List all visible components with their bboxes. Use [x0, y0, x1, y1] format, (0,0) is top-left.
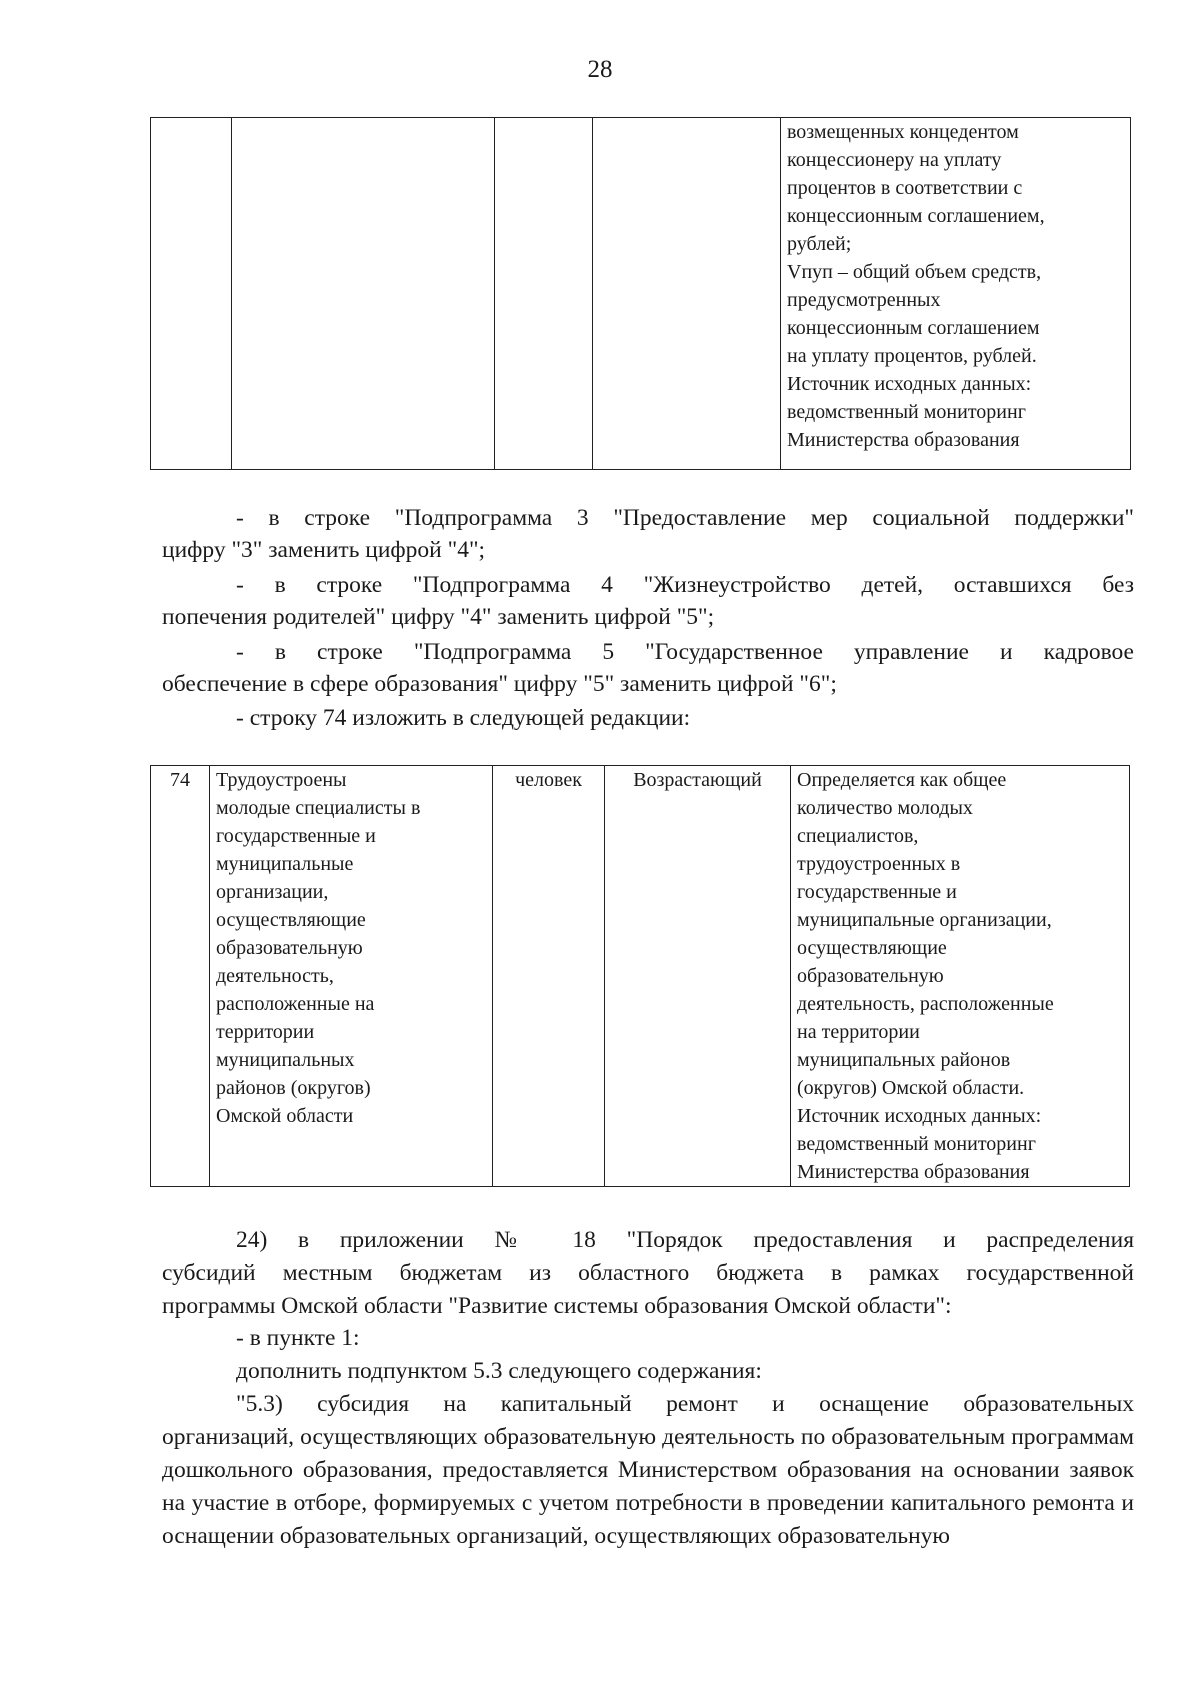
table-row-74	[150, 765, 1130, 1187]
table-cell-method	[781, 118, 1131, 470]
table-continuation	[150, 117, 1131, 470]
amendment-item-2-line-1: - в строке "Подпрограмма 4 "Жизнеустройство детей, оставшихся без	[236, 572, 1134, 598]
amendment-item-4: - строку 74 изложить в следующей редакции:	[236, 705, 691, 731]
table-row	[151, 766, 1130, 1187]
method-cell	[791, 766, 1130, 1187]
table-cell-indicator	[232, 118, 495, 470]
subpoint-5-3-line-1: "5.3) субсидия на капитальный ремонт и оснащение образовательных	[236, 1391, 1134, 1417]
section-24-supplement: дополнить подпунктом 5.3 следующего содержания:	[236, 1358, 762, 1384]
section-24-point-1: - в пункте 1:	[236, 1325, 360, 1351]
table-row	[151, 118, 1131, 470]
trend-text: Возрастающий	[633, 769, 762, 791]
table-cell-number	[151, 118, 232, 470]
row-number: 74	[170, 769, 190, 791]
amendment-item-1-line-1: - в строке "Подпрограмма 3 "Предоставление мер социальной поддержки"	[236, 505, 1134, 531]
method-text: возмещенных концедентом концессионеру на уплату процентов в соответствии с концессионным соглашением, рублей; Vпуп – общий объем средств, предусмотренных концессионным соглашением на уплату процентов, рублей. Источник исходных данных: ведомственный мониторинг Министерства образования	[787, 121, 1045, 451]
unit-cell	[493, 766, 605, 1187]
section-24-line-2: субсидий местным бюджетам из областного бюджета в рамках государственной	[162, 1260, 1134, 1286]
table-cell-trend	[593, 118, 781, 470]
indicator-cell	[210, 766, 493, 1187]
amendment-item-3-line-1: - в строке "Подпрограмма 5 "Государственное управление и кадровое	[236, 639, 1134, 665]
page-number: 28	[587, 56, 613, 83]
table-cell-unit	[495, 118, 593, 470]
subpoint-5-3-text: организаций, осуществляющих образовательную деятельность по образовательным программам дошкольного образования, предоставляется Министерством образования на основании заявок на участие в отборе, формируемых с учетом потребности в проведении капитального ремонта и оснащении образовательных организаций, осуществляющих образовательную	[162, 1424, 1134, 1549]
row-number-cell	[151, 766, 210, 1187]
method-text: Определяется как общее количество молодых специалистов, трудоустроенных в государственные и муниципальные организации, осуществляющие образовательную деятельность, расположенные на территории муниципальных районов (округов) Омской области. Источник исходных данных: ведомственный мониторинг Министерства образования	[797, 769, 1054, 1183]
unit-text: человек	[515, 769, 582, 791]
section-24-line-1: 24) в приложении № 18 "Порядок предоставления и распределения	[236, 1227, 1134, 1253]
indicator-text: Трудоустроены молодые специалисты в государственные и муниципальные организации, осуществляющие образовательную деятельность, расположенные на территории муниципальных районов (округов) Омской области	[216, 769, 421, 1127]
trend-cell	[605, 766, 791, 1187]
amendment-item-3-line-2: обеспечение в сфере образования" цифру "5" заменить цифрой "6";	[162, 671, 837, 697]
amendment-item-2-line-2: попечения родителей" цифру "4" заменить цифрой "5";	[162, 604, 715, 630]
amendment-item-1-line-2: цифру "3" заменить цифрой "4";	[162, 537, 486, 563]
section-24-line-3: программы Омской области "Развитие системы образования Омской области":	[162, 1293, 952, 1319]
